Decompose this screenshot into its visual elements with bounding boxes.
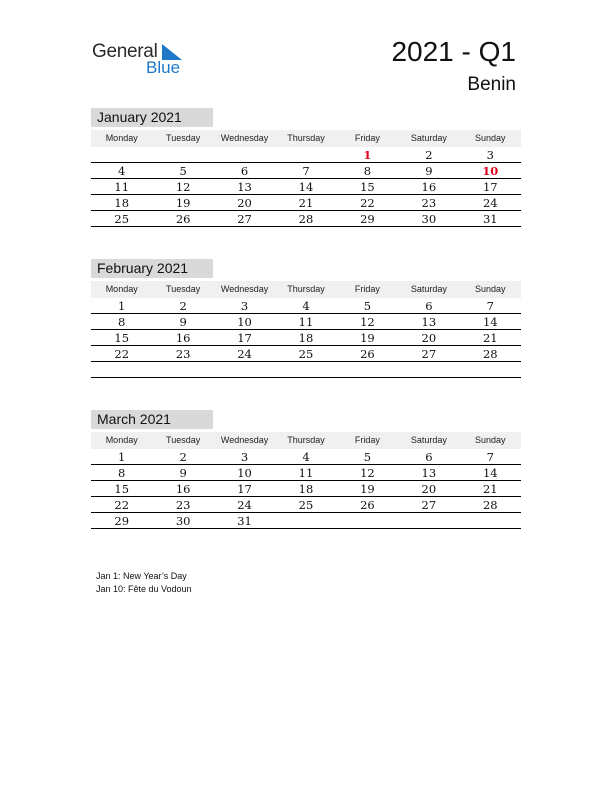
day-cell: 17	[237, 331, 252, 345]
day-cell: 12	[175, 180, 191, 194]
day-cell: 24	[237, 347, 252, 361]
day-cell: 24	[237, 498, 252, 512]
day-cell: 17	[482, 180, 498, 194]
day-cell: 13	[421, 315, 437, 329]
month-calendar	[91, 108, 521, 227]
day-cell: 31	[237, 514, 252, 528]
week-row	[91, 362, 521, 378]
week-row	[91, 465, 521, 481]
day-cell: 20	[421, 331, 437, 345]
day-cell: 14	[298, 180, 314, 194]
day-cell: 3	[486, 148, 494, 162]
weekday-label: Saturday	[410, 133, 447, 143]
day-cell	[337, 362, 398, 377]
day-cell: 30	[421, 212, 437, 226]
weekday-label: Saturday	[410, 435, 447, 445]
week-row	[91, 513, 521, 529]
day-cell	[275, 513, 336, 529]
weekday-label: Sunday	[475, 133, 506, 143]
day-cell: 9	[425, 164, 433, 178]
week-row	[91, 330, 521, 346]
day-cell: 14	[482, 315, 498, 329]
day-cell: 10	[237, 315, 252, 329]
day-cell: 15	[114, 482, 130, 496]
week-row	[91, 163, 521, 179]
day-cell: 1	[363, 148, 372, 162]
weekday-label: Thursday	[287, 284, 325, 294]
day-cell: 26	[360, 347, 375, 361]
day-cell: 9	[179, 466, 187, 480]
day-cell: 23	[175, 347, 191, 361]
week-row	[91, 179, 521, 195]
weekday-label: Monday	[105, 435, 138, 445]
day-cell: 4	[302, 450, 310, 464]
weekday-label: Sunday	[475, 435, 506, 445]
day-cell: 16	[421, 180, 437, 194]
day-cell: 27	[421, 347, 437, 361]
day-cell: 28	[482, 498, 498, 512]
day-cell: 7	[486, 299, 494, 313]
day-cell: 6	[425, 450, 433, 464]
day-cell: 11	[298, 466, 314, 480]
day-cell: 15	[114, 331, 130, 345]
day-cell: 29	[114, 514, 130, 528]
day-cell: 13	[421, 466, 437, 480]
month-title: January 2021	[91, 108, 213, 127]
day-cell	[398, 513, 459, 529]
day-cell	[152, 362, 213, 377]
day-cell: 16	[175, 331, 191, 345]
day-cell	[152, 147, 213, 163]
day-cell: 25	[298, 498, 314, 512]
day-cell: 19	[360, 482, 375, 496]
day-cell	[214, 147, 275, 163]
logo-text-general: General	[92, 41, 158, 62]
day-cell: 20	[237, 196, 252, 210]
weekday-label: Friday	[354, 284, 380, 294]
day-cell	[275, 147, 336, 163]
day-cell: 21	[482, 331, 498, 345]
day-cell: 11	[298, 315, 314, 329]
day-cell: 4	[302, 299, 310, 313]
logo-text-blue: Blue	[146, 58, 181, 77]
day-cell: 21	[482, 482, 498, 496]
day-cell	[214, 362, 275, 377]
weekday-label: Monday	[105, 284, 138, 294]
day-cell: 5	[363, 450, 372, 464]
day-cell: 23	[175, 498, 191, 512]
day-cell: 8	[363, 164, 372, 178]
day-cell: 10	[482, 164, 499, 178]
day-cell: 28	[482, 347, 498, 361]
day-cell: 31	[482, 212, 498, 226]
day-cell: 7	[486, 450, 494, 464]
day-cell: 12	[360, 466, 375, 480]
day-cell: 3	[240, 450, 249, 464]
week-row	[91, 449, 521, 465]
day-cell: 11	[114, 180, 130, 194]
weekday-label: Thursday	[287, 133, 325, 143]
weekday-header	[91, 130, 521, 147]
day-cell: 10	[237, 466, 252, 480]
day-cell: 13	[237, 180, 252, 194]
weekday-label: Wednesday	[220, 133, 269, 143]
day-cell	[91, 362, 152, 377]
weekday-label: Sunday	[475, 284, 506, 294]
day-cell: 5	[363, 299, 372, 313]
day-cell: 12	[360, 315, 375, 329]
day-cell: 27	[421, 498, 437, 512]
weekday-label: Thursday	[287, 435, 325, 445]
day-cell: 18	[298, 331, 314, 345]
day-cell: 25	[298, 347, 314, 361]
day-cell: 4	[118, 164, 126, 178]
week-row	[91, 195, 521, 211]
week-row	[91, 147, 521, 163]
week-row	[91, 346, 521, 362]
day-cell: 26	[360, 498, 375, 512]
day-cell: 25	[114, 212, 130, 226]
day-cell: 22	[360, 196, 375, 210]
day-cell: 19	[175, 196, 191, 210]
weekday-label: Friday	[354, 133, 380, 143]
holiday-note: Jan 10: Fête du Vodoun	[96, 584, 192, 594]
weekday-label: Monday	[105, 133, 138, 143]
weekday-label: Tuesday	[166, 133, 201, 143]
day-cell: 21	[298, 196, 314, 210]
day-cell: 16	[175, 482, 191, 496]
weekday-label: Wednesday	[220, 435, 269, 445]
weekday-header	[91, 432, 521, 449]
day-cell: 22	[114, 498, 130, 512]
day-cell: 9	[179, 315, 187, 329]
day-cell: 6	[425, 299, 433, 313]
week-row	[91, 211, 521, 227]
day-cell: 20	[421, 482, 437, 496]
day-cell: 14	[482, 466, 498, 480]
weekday-label: Tuesday	[166, 435, 201, 445]
day-cell: 18	[114, 196, 130, 210]
day-cell: 8	[118, 466, 126, 480]
day-cell: 8	[118, 315, 126, 329]
day-cell: 2	[179, 299, 187, 313]
holiday-notes	[96, 570, 192, 596]
day-cell: 3	[240, 299, 249, 313]
weekday-label: Saturday	[410, 284, 447, 294]
brand-logo	[92, 40, 192, 80]
day-cell: 6	[240, 164, 249, 178]
weekday-label: Tuesday	[166, 284, 201, 294]
weekday-header	[91, 281, 521, 298]
day-cell: 5	[179, 164, 187, 178]
day-cell: 2	[179, 450, 187, 464]
day-cell: 23	[421, 196, 437, 210]
day-cell: 1	[118, 450, 126, 464]
weekday-label: Friday	[354, 435, 380, 445]
week-row	[91, 298, 521, 314]
day-cell: 17	[237, 482, 252, 496]
day-cell	[460, 362, 521, 377]
weekday-label: Wednesday	[220, 284, 269, 294]
day-cell: 22	[114, 347, 130, 361]
day-cell	[91, 147, 152, 163]
page-title: 2021 - Q1	[391, 36, 516, 67]
day-cell: 30	[175, 514, 191, 528]
day-cell: 28	[298, 212, 314, 226]
day-cell	[398, 362, 459, 377]
country-name: Benin	[467, 74, 516, 95]
week-row	[91, 314, 521, 330]
day-cell: 15	[360, 180, 375, 194]
week-row	[91, 481, 521, 497]
holiday-note: Jan 1: New Year’s Day	[96, 571, 187, 581]
month-title: February 2021	[91, 259, 213, 278]
week-row	[91, 497, 521, 513]
day-cell	[275, 362, 336, 377]
day-cell: 19	[360, 331, 375, 345]
day-cell: 24	[482, 196, 498, 210]
day-cell: 18	[298, 482, 314, 496]
day-cell: 29	[360, 212, 375, 226]
day-cell: 27	[237, 212, 252, 226]
day-cell	[460, 513, 521, 529]
day-cell: 2	[425, 148, 433, 162]
day-cell: 26	[175, 212, 191, 226]
month-title: March 2021	[91, 410, 213, 429]
month-calendar	[91, 410, 521, 529]
month-calendar	[91, 259, 521, 378]
day-cell: 7	[302, 164, 310, 178]
day-cell: 1	[118, 299, 126, 313]
day-cell	[337, 513, 398, 529]
